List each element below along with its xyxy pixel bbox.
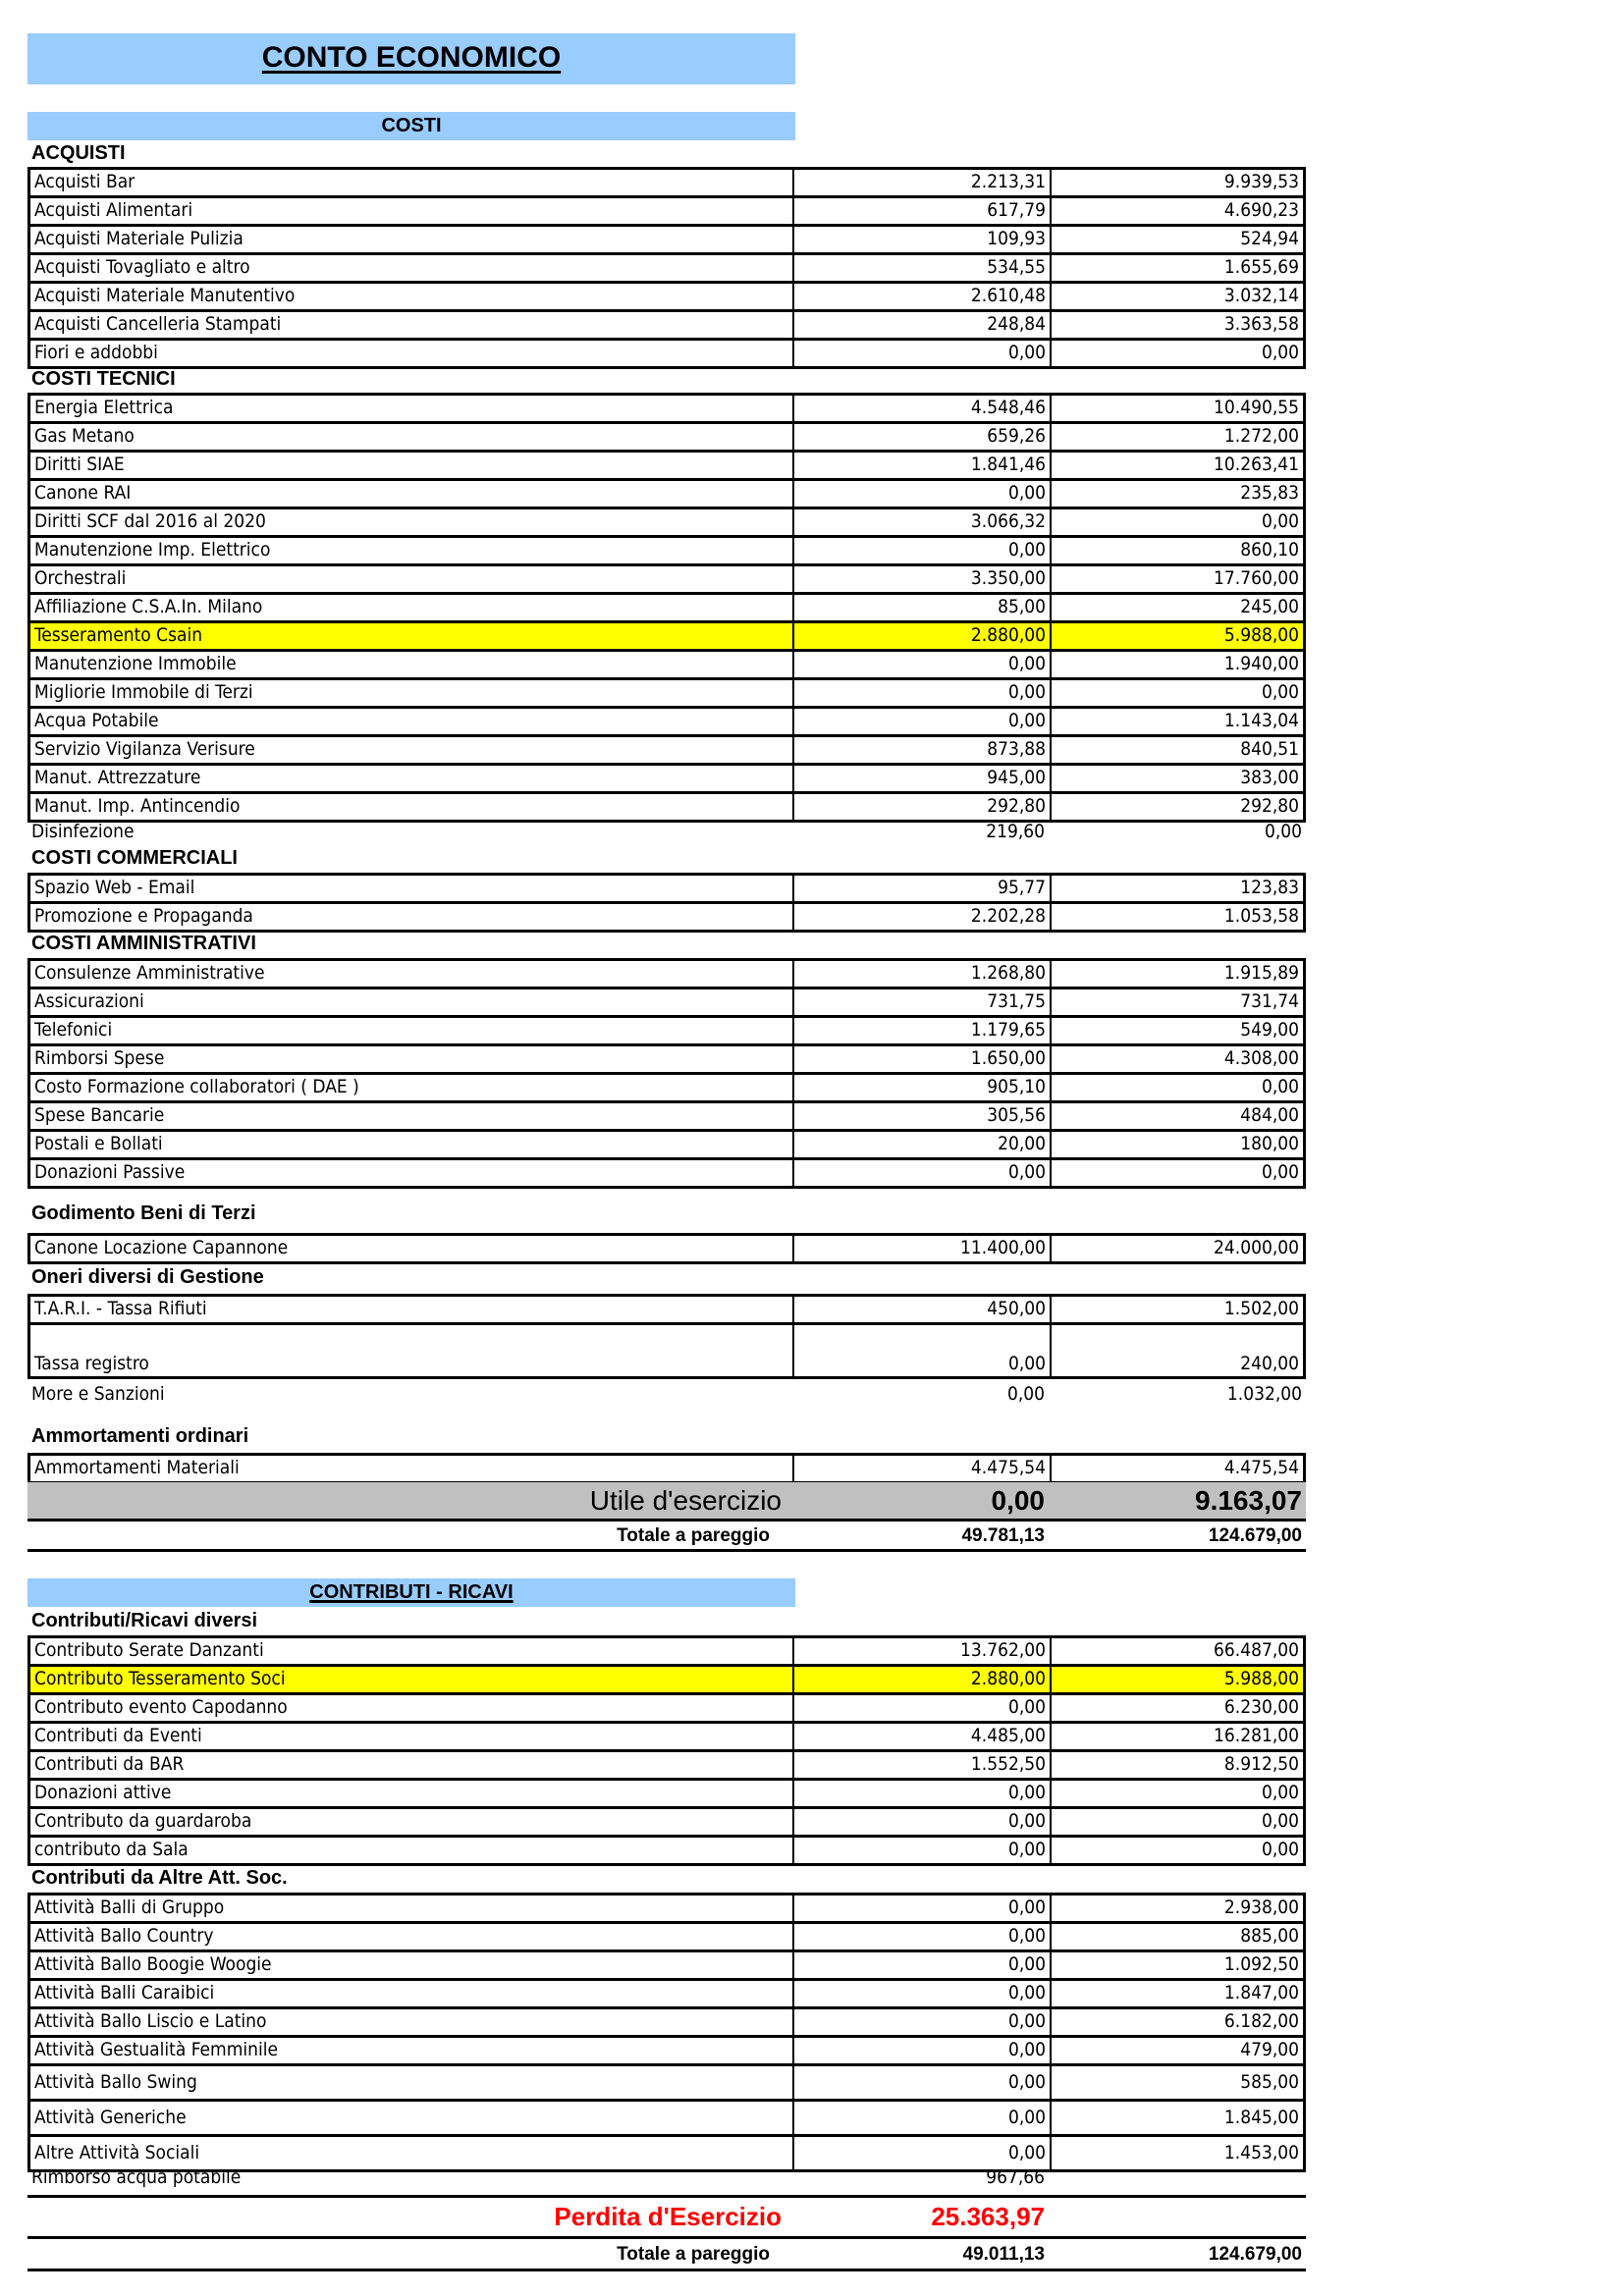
row-value-2: 885,00 — [1240, 1925, 1299, 1947]
table-row — [30, 876, 1303, 904]
row-value-2: 17.760,00 — [1214, 567, 1299, 589]
row-value-2: 10.263,41 — [1214, 454, 1299, 475]
row-label: Attività Ballo Liscio e Latino — [30, 2009, 794, 2035]
row-value-1: 109,93 — [794, 227, 1052, 252]
row-label: Manutenzione Immobile — [30, 652, 794, 677]
table-row — [30, 2066, 1303, 2102]
row-value-2: 240,00 — [1240, 1353, 1299, 1374]
table-row — [30, 1325, 1303, 1379]
row-value-1: 0,00 — [794, 481, 1052, 507]
table-row — [30, 794, 1303, 823]
row-label: Diritti SCF dal 2016 al 2020 — [30, 509, 794, 535]
row-label: Fiori e addobbi — [30, 341, 794, 366]
row-value-2: 180,00 — [1240, 1133, 1299, 1154]
table-row — [30, 595, 1303, 623]
row-value-1: 11.400,00 — [794, 1236, 1052, 1261]
table-row — [30, 1781, 1303, 1809]
section-godimento-beni-terzi: Godimento Beni di Terzi — [31, 1202, 256, 1224]
row-value-1: 945,00 — [794, 766, 1052, 791]
row-label: Acquisti Tovagliato e altro — [30, 255, 794, 281]
row-value-1: 0,00 — [794, 2009, 1052, 2035]
row-value-1: 873,88 — [794, 737, 1052, 763]
row-value-2: 1.092,50 — [1223, 1953, 1299, 1975]
row-value-2: 3.363,58 — [1223, 313, 1299, 335]
row-value-2: 5.988,00 — [1223, 1668, 1299, 1689]
row-value-2: 731,74 — [1240, 990, 1299, 1012]
utile-esercizio-row — [27, 1482, 1306, 1520]
row-value-2: 860,10 — [1240, 539, 1299, 561]
table-row — [30, 1724, 1303, 1752]
row-value-2: 383,00 — [1240, 767, 1299, 788]
table-row — [30, 1018, 1303, 1046]
row-value-1: 905,10 — [794, 1075, 1052, 1100]
table-oneri-diversi — [27, 1294, 1306, 1379]
row-value-1: 2.202,28 — [794, 904, 1052, 930]
revenues-header: CONTRIBUTI - RICAVI — [309, 1581, 514, 1603]
row-value-2: 66.487,00 — [1214, 1639, 1299, 1661]
divider — [27, 1549, 1306, 1552]
table-row — [30, 1046, 1303, 1075]
row-value-2: 549,00 — [1240, 1019, 1299, 1041]
table-row — [30, 766, 1303, 794]
revenues-total-row — [27, 2240, 1306, 2269]
total-value-2: 124.679,00 — [1208, 2243, 1302, 2265]
row-label: Attività Generiche — [30, 2102, 794, 2134]
row-value-2: 484,00 — [1240, 1104, 1299, 1126]
table-row — [30, 227, 1303, 255]
table-row — [30, 1132, 1303, 1160]
row-label: Affiliazione C.S.A.In. Milano — [30, 595, 794, 620]
row-value-2: 4.308,00 — [1223, 1047, 1299, 1069]
row-label: Rimborso acqua potabile — [31, 2166, 242, 2188]
row-value-2: 1.655,69 — [1223, 256, 1299, 278]
row-value-1: 85,00 — [794, 595, 1052, 620]
row-value-2: 10.490,55 — [1214, 397, 1299, 418]
row-value-1: 0,00 — [794, 341, 1052, 366]
table-godimento-beni-terzi — [27, 1233, 1306, 1264]
row-label: Postali e Bollati — [30, 1132, 794, 1157]
row-value-2: 479,00 — [1240, 2039, 1299, 2060]
section-contributi-altre-att: Contributi da Altre Att. Soc. — [31, 1867, 288, 1889]
row-label: Attività Balli Caraibici — [30, 1981, 794, 2006]
table-row — [30, 1103, 1303, 1132]
row-label: Rimborsi Spese — [30, 1046, 794, 1072]
row-value-2: 1.053,58 — [1223, 905, 1299, 927]
row-value-1: 2.880,00 — [794, 623, 1052, 649]
table-row — [30, 1456, 1303, 1484]
row-value-1: 1.841,46 — [794, 453, 1052, 478]
row-value-2: 0,00 — [1261, 342, 1299, 363]
row-value-2: 1.032,00 — [1226, 1383, 1302, 1405]
row-value-2: 245,00 — [1240, 596, 1299, 617]
table-row — [30, 1809, 1303, 1838]
costs-total-row — [27, 1522, 1306, 1550]
row-value-2: 0,00 — [1264, 821, 1302, 842]
table-row-unbordered — [27, 820, 1306, 849]
table-row — [30, 904, 1303, 933]
row-label: Acquisti Materiale Pulizia — [30, 227, 794, 252]
row-value-1: 0,00 — [794, 1695, 1052, 1721]
row-value-2: 8.912,50 — [1223, 1753, 1299, 1775]
row-value-1: 2.610,48 — [794, 284, 1052, 309]
row-label: Acquisti Bar — [30, 170, 794, 195]
row-label: Contributo Tesseramento Soci — [30, 1667, 794, 1692]
row-label: Migliorie Immobile di Terzi — [30, 680, 794, 706]
row-value-1: 0,00 — [794, 1325, 1052, 1376]
row-value-1: 0,00 — [794, 2066, 1052, 2099]
row-value-2: 524,94 — [1240, 228, 1299, 249]
row-label: Diritti SIAE — [30, 453, 794, 478]
section-costi-amministrativi: COSTI AMMINISTRATIVI — [31, 933, 256, 954]
table-row-unbordered — [27, 2165, 1306, 2195]
table-row — [30, 961, 1303, 989]
page-title: CONTO ECONOMICO — [261, 41, 562, 74]
row-value-1: 292,80 — [794, 794, 1052, 820]
row-value-1: 0,00 — [794, 1160, 1052, 1186]
row-value-1: 219,60 — [986, 821, 1045, 842]
table-row — [30, 1752, 1303, 1781]
divider — [27, 2269, 1306, 2271]
section-costi-tecnici: COSTI TECNICI — [31, 368, 176, 390]
row-label: Spazio Web - Email — [30, 876, 794, 901]
row-value-2: 1.847,00 — [1223, 1982, 1299, 2003]
table-row — [30, 284, 1303, 312]
table-row — [30, 989, 1303, 1018]
table-row — [30, 1952, 1303, 1981]
table-row — [30, 566, 1303, 595]
table-acquisti — [27, 167, 1306, 369]
table-costi-commerciali — [27, 873, 1306, 933]
row-value-2: 1.453,00 — [1223, 2142, 1299, 2163]
row-label: Energia Elettrica — [30, 396, 794, 421]
table-row — [30, 737, 1303, 766]
row-label: Disinfezione — [31, 821, 135, 842]
utile-value-2: 9.163,07 — [1195, 1485, 1302, 1516]
utile-label: Utile d'esercizio — [589, 1485, 782, 1516]
row-label: Costo Formazione collaboratori ( DAE ) — [30, 1075, 794, 1100]
table-row — [30, 312, 1303, 341]
revenues-header-band — [27, 1578, 795, 1607]
row-value-2: 235,83 — [1240, 482, 1299, 504]
row-label: Donazioni Passive — [30, 1160, 794, 1186]
row-value-2: 1.940,00 — [1223, 653, 1299, 674]
row-label: Manutenzione Imp. Elettrico — [30, 538, 794, 563]
row-value-1: 3.066,32 — [794, 509, 1052, 535]
row-value-1: 617,79 — [794, 198, 1052, 224]
row-label: Altre Attività Sociali — [30, 2137, 794, 2169]
row-value-2: 123,83 — [1240, 877, 1299, 898]
row-value-1: 4.475,54 — [794, 1456, 1052, 1481]
row-value-1: 3.350,00 — [794, 566, 1052, 592]
row-value-2: 1.502,00 — [1223, 1298, 1299, 1319]
row-value-1: 4.548,46 — [794, 396, 1052, 421]
row-value-1: 967,66 — [986, 2166, 1045, 2188]
row-label: Contributo evento Capodanno — [30, 1695, 794, 1721]
total-value-1: 49.011,13 — [962, 2243, 1045, 2265]
row-value-1: 1.650,00 — [794, 1046, 1052, 1072]
row-label: More e Sanzioni — [31, 1383, 165, 1405]
table-row — [30, 396, 1303, 424]
row-label: Servizio Vigilanza Verisure — [30, 737, 794, 763]
row-label: Acquisti Alimentari — [30, 198, 794, 224]
total-value-1: 49.781,13 — [961, 1524, 1045, 1546]
row-label: contributo da Sala — [30, 1838, 794, 1863]
table-contributi-altre-att — [27, 1893, 1306, 2172]
table-row — [30, 1981, 1303, 2009]
table-row — [30, 1297, 1303, 1325]
table-row — [30, 481, 1303, 509]
row-value-2: 24.000,00 — [1214, 1237, 1299, 1258]
row-label: Manut. Attrezzature — [30, 766, 794, 791]
table-row — [30, 1896, 1303, 1924]
utile-value-1: 0,00 — [991, 1485, 1045, 1516]
row-label: Contributo da guardaroba — [30, 1809, 794, 1835]
total-value-2: 124.679,00 — [1208, 1524, 1302, 1546]
total-label: Totale a pareggio — [617, 1524, 770, 1546]
row-value-1: 20,00 — [794, 1132, 1052, 1157]
row-value-1: 534,55 — [794, 255, 1052, 281]
row-value-2: 6.182,00 — [1223, 2010, 1299, 2032]
row-value-1: 2.880,00 — [794, 1667, 1052, 1692]
row-value-1: 0,00 — [794, 2102, 1052, 2134]
table-row — [30, 1075, 1303, 1103]
row-value-2: 0,00 — [1261, 681, 1299, 703]
row-label: Assicurazioni — [30, 989, 794, 1015]
table-row — [30, 1638, 1303, 1667]
row-value-2: 292,80 — [1240, 795, 1299, 817]
row-value-1: 1.552,50 — [794, 1752, 1052, 1778]
row-value-1: 0,00 — [794, 1781, 1052, 1806]
row-value-2 — [1049, 2165, 1306, 2195]
row-value-1: 0,00 — [1006, 1383, 1045, 1405]
row-label: Telefonici — [30, 1018, 794, 1043]
row-value-1: 659,26 — [794, 424, 1052, 450]
row-label: Gas Metano — [30, 424, 794, 450]
row-value-1: 0,00 — [794, 709, 1052, 734]
row-value-2: 1.915,89 — [1223, 962, 1299, 984]
row-value-1: 0,00 — [794, 1896, 1052, 1921]
row-label: Attività Ballo Country — [30, 1924, 794, 1949]
row-value-2: 0,00 — [1261, 1076, 1299, 1097]
perdita-value: 25.363,97 — [931, 2201, 1045, 2231]
row-value-2: 1.845,00 — [1223, 2107, 1299, 2128]
row-value-2: 1.143,04 — [1223, 710, 1299, 731]
row-value-2: 0,00 — [1261, 510, 1299, 532]
row-label: Donazioni attive — [30, 1781, 794, 1806]
row-value-2: 4.690,23 — [1223, 199, 1299, 221]
row-label: Contributo Serate Danzanti — [30, 1638, 794, 1664]
table-row-highlighted — [30, 623, 1303, 652]
row-value-1: 4.485,00 — [794, 1724, 1052, 1749]
section-ammortamenti: Ammortamenti ordinari — [31, 1425, 249, 1447]
table-row-unbordered — [27, 1382, 1306, 1412]
row-value-2: 0,00 — [1261, 1839, 1299, 1860]
row-value-1: 0,00 — [794, 1838, 1052, 1863]
table-row — [30, 709, 1303, 737]
row-value-2: 3.032,14 — [1223, 285, 1299, 306]
row-label: Attività Ballo Boogie Woogie — [30, 1952, 794, 1978]
row-value-1: 0,00 — [794, 2137, 1052, 2169]
table-row-highlighted — [30, 1667, 1303, 1695]
table-row — [30, 170, 1303, 198]
row-label: Canone RAI — [30, 481, 794, 507]
table-row — [30, 2009, 1303, 2038]
row-label: T.A.R.I. - Tassa Rifiuti — [30, 1297, 794, 1322]
row-label: Consulenze Amministrative — [30, 961, 794, 987]
row-value-1: 0,00 — [794, 652, 1052, 677]
table-row — [30, 198, 1303, 227]
table-row — [30, 652, 1303, 680]
total-label: Totale a pareggio — [617, 2243, 770, 2265]
table-contributi-ricavi-diversi — [27, 1635, 1306, 1866]
table-row — [30, 1838, 1303, 1866]
table-row — [30, 2038, 1303, 2066]
row-label: Attività Ballo Swing — [30, 2066, 794, 2099]
table-costi-amministrativi — [27, 958, 1306, 1189]
perdita-label: Perdita d'Esercizio — [554, 2201, 782, 2231]
table-costi-tecnici — [27, 393, 1306, 823]
row-label: Orchestrali — [30, 566, 794, 592]
section-costi-commerciali: COSTI COMMERCIALI — [31, 847, 238, 869]
divider — [27, 2236, 1306, 2239]
row-label: Acquisti Cancelleria Stampati — [30, 312, 794, 338]
row-value-2: 4.475,54 — [1223, 1457, 1299, 1478]
row-label: Canone Locazione Capannone — [30, 1236, 794, 1261]
table-row — [30, 255, 1303, 284]
row-label: Acquisti Materiale Manutentivo — [30, 284, 794, 309]
row-value-2: 585,00 — [1240, 2071, 1299, 2093]
row-label: Contributi da BAR — [30, 1752, 794, 1778]
row-value-1: 0,00 — [794, 680, 1052, 706]
section-oneri-diversi: Oneri diversi di Gestione — [31, 1266, 264, 1288]
perdita-esercizio-row — [27, 2197, 1306, 2236]
row-value-2: 0,00 — [1261, 1782, 1299, 1803]
row-label: Promozione e Propaganda — [30, 904, 794, 930]
table-row — [30, 2102, 1303, 2137]
table-row — [30, 1695, 1303, 1724]
row-value-2: 2.938,00 — [1223, 1896, 1299, 1918]
row-label: Tesseramento Csain — [30, 623, 794, 649]
row-value-1: 0,00 — [794, 538, 1052, 563]
row-label: Manut. Imp. Antincendio — [30, 794, 794, 820]
table-row — [30, 1236, 1303, 1264]
row-value-2: 16.281,00 — [1214, 1725, 1299, 1746]
row-value-1: 0,00 — [794, 1981, 1052, 2006]
row-label: Ammortamenti Materiali — [30, 1456, 794, 1481]
row-value-1: 2.213,31 — [794, 170, 1052, 195]
row-label: Tassa registro — [30, 1325, 794, 1376]
table-row — [30, 424, 1303, 453]
row-value-2: 9.939,53 — [1223, 171, 1299, 192]
row-value-2: 1.272,00 — [1223, 425, 1299, 447]
row-value-2: 6.230,00 — [1223, 1696, 1299, 1718]
table-row — [30, 1160, 1303, 1189]
row-value-1: 0,00 — [794, 1924, 1052, 1949]
row-label: Spese Bancarie — [30, 1103, 794, 1129]
table-row — [30, 453, 1303, 481]
row-label: Acqua Potabile — [30, 709, 794, 734]
row-value-1: 450,00 — [794, 1297, 1052, 1322]
row-value-1: 0,00 — [794, 1809, 1052, 1835]
row-value-2: 5.988,00 — [1223, 624, 1299, 646]
table-row — [30, 509, 1303, 538]
costs-header-band — [27, 112, 795, 140]
row-value-1: 1.179,65 — [794, 1018, 1052, 1043]
table-row — [30, 341, 1303, 369]
row-value-1: 731,75 — [794, 989, 1052, 1015]
section-contributi-ricavi-diversi: Contributi/Ricavi diversi — [31, 1610, 258, 1631]
row-value-1: 1.268,80 — [794, 961, 1052, 987]
costs-header: COSTI — [381, 115, 442, 136]
row-value-2: 0,00 — [1261, 1810, 1299, 1832]
section-acquisti: ACQUISTI — [31, 142, 126, 164]
row-value-2: 0,00 — [1261, 1161, 1299, 1183]
row-value-1: 95,77 — [794, 876, 1052, 901]
table-row — [30, 1924, 1303, 1952]
row-value-2: 840,51 — [1240, 738, 1299, 760]
row-value-1: 0,00 — [794, 1952, 1052, 1978]
row-label: Attività Gestualità Femminile — [30, 2038, 794, 2063]
table-ammortamenti — [27, 1453, 1306, 1484]
row-value-1: 248,84 — [794, 312, 1052, 338]
table-row — [30, 680, 1303, 709]
row-label: Attività Balli di Gruppo — [30, 1896, 794, 1921]
title-band — [27, 33, 795, 84]
row-value-1: 305,56 — [794, 1103, 1052, 1129]
table-row — [30, 538, 1303, 566]
row-value-1: 13.762,00 — [794, 1638, 1052, 1664]
row-value-1: 0,00 — [794, 2038, 1052, 2063]
row-label: Contributi da Eventi — [30, 1724, 794, 1749]
